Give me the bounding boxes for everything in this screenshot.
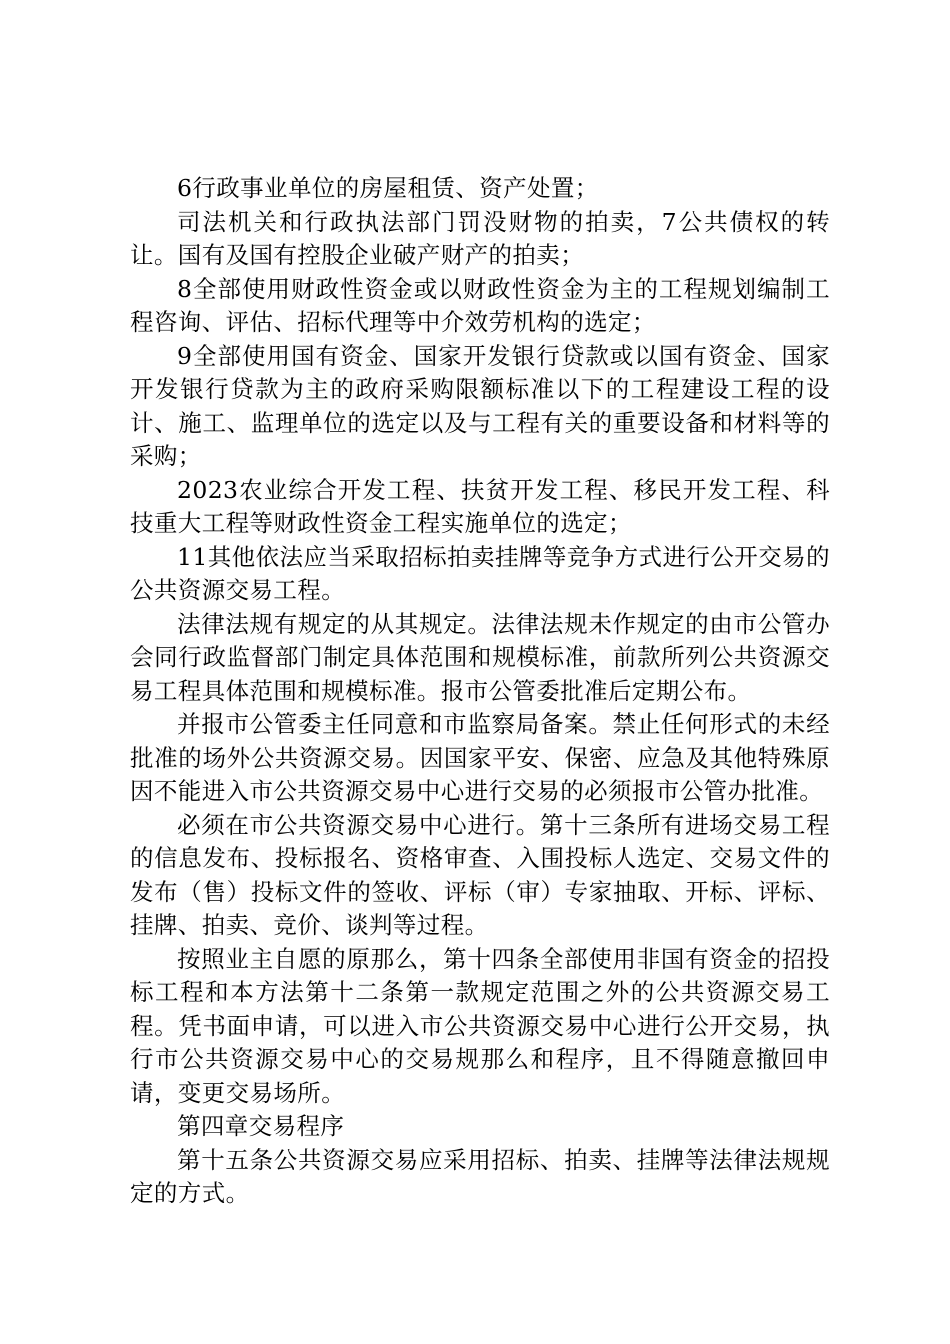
- paragraph-laws-regulations: 法律法规有规定的从其规定。法律法规未作规定的由市公管办会同行政监督部门制定具体范围和规模标准，前款所列公共资源交易工程具体范围和规模标准。报市公管委批准后定期公布。: [130, 609, 830, 705]
- chapter-heading: 第四章交易程序: [177, 1112, 345, 1140]
- paragraph-item-10: 2023农业综合开发工程、扶贫开发工程、移民开发工程、科技重大工程等财政性资金工程实施单位的选定；: [130, 475, 830, 537]
- paragraph-article-14: 按照业主自愿的原那么，第十四条全部使用非国有资金的招投标工程和本方法第十二条第一款规定范围之外的公共资源交易工程。凭书面申请，可以进入市公共资源交易中心进行公开交易，执行市公共资源交易中心的交易规那么和程序，且不得随意撤回申请，变更交易场所。: [130, 944, 830, 1107]
- paragraph-item-9: 9全部使用国有资金、国家开发银行贷款或以国有资金、国家开发银行贷款为主的政府采购限额标准以下的工程建设工程的设计、施工、监理单位的选定以及与工程有关的重要设备和材料等的采购；: [130, 341, 830, 470]
- paragraph-item-8: 8全部使用财政性资金或以财政性资金为主的工程规划编制工程咨询、评估、招标代理等中介效劳机构的选定；: [130, 274, 830, 336]
- paragraph-item-11: 11其他依法应当采取招标拍卖挂牌等竞争方式进行公开交易的公共资源交易工程。: [130, 542, 830, 604]
- paragraph-item-7: 司法机关和行政执法部门罚没财物的拍卖，7公共债权的转让。国有及国有控股企业破产财产的拍卖；: [130, 207, 830, 269]
- paragraph-item-6: 6行政事业单位的房屋租赁、资产处置；: [177, 174, 599, 202]
- paragraph-article-13: 必须在市公共资源交易中心进行。第十三条所有进场交易工程的信息发布、投标报名、资格审查、入围投标人选定、交易文件的发布（售）投标文件的签收、评标（审）专家抽取、开标、评标、挂牌、拍卖、竞价、谈判等过程。: [130, 810, 830, 939]
- document-body: [130, 172, 830, 1211]
- paragraph-article-15: 第十五条公共资源交易应采用招标、拍卖、挂牌等法律法规规定的方式。: [130, 1145, 830, 1207]
- paragraph-approval-filing: 并报市公管委主任同意和市监察局备案。禁止任何形式的未经批准的场外公共资源交易。因国家平安、保密、应急及其他特殊原因不能进入市公共资源交易中心进行交易的必须报市公管办批准。: [130, 710, 830, 805]
